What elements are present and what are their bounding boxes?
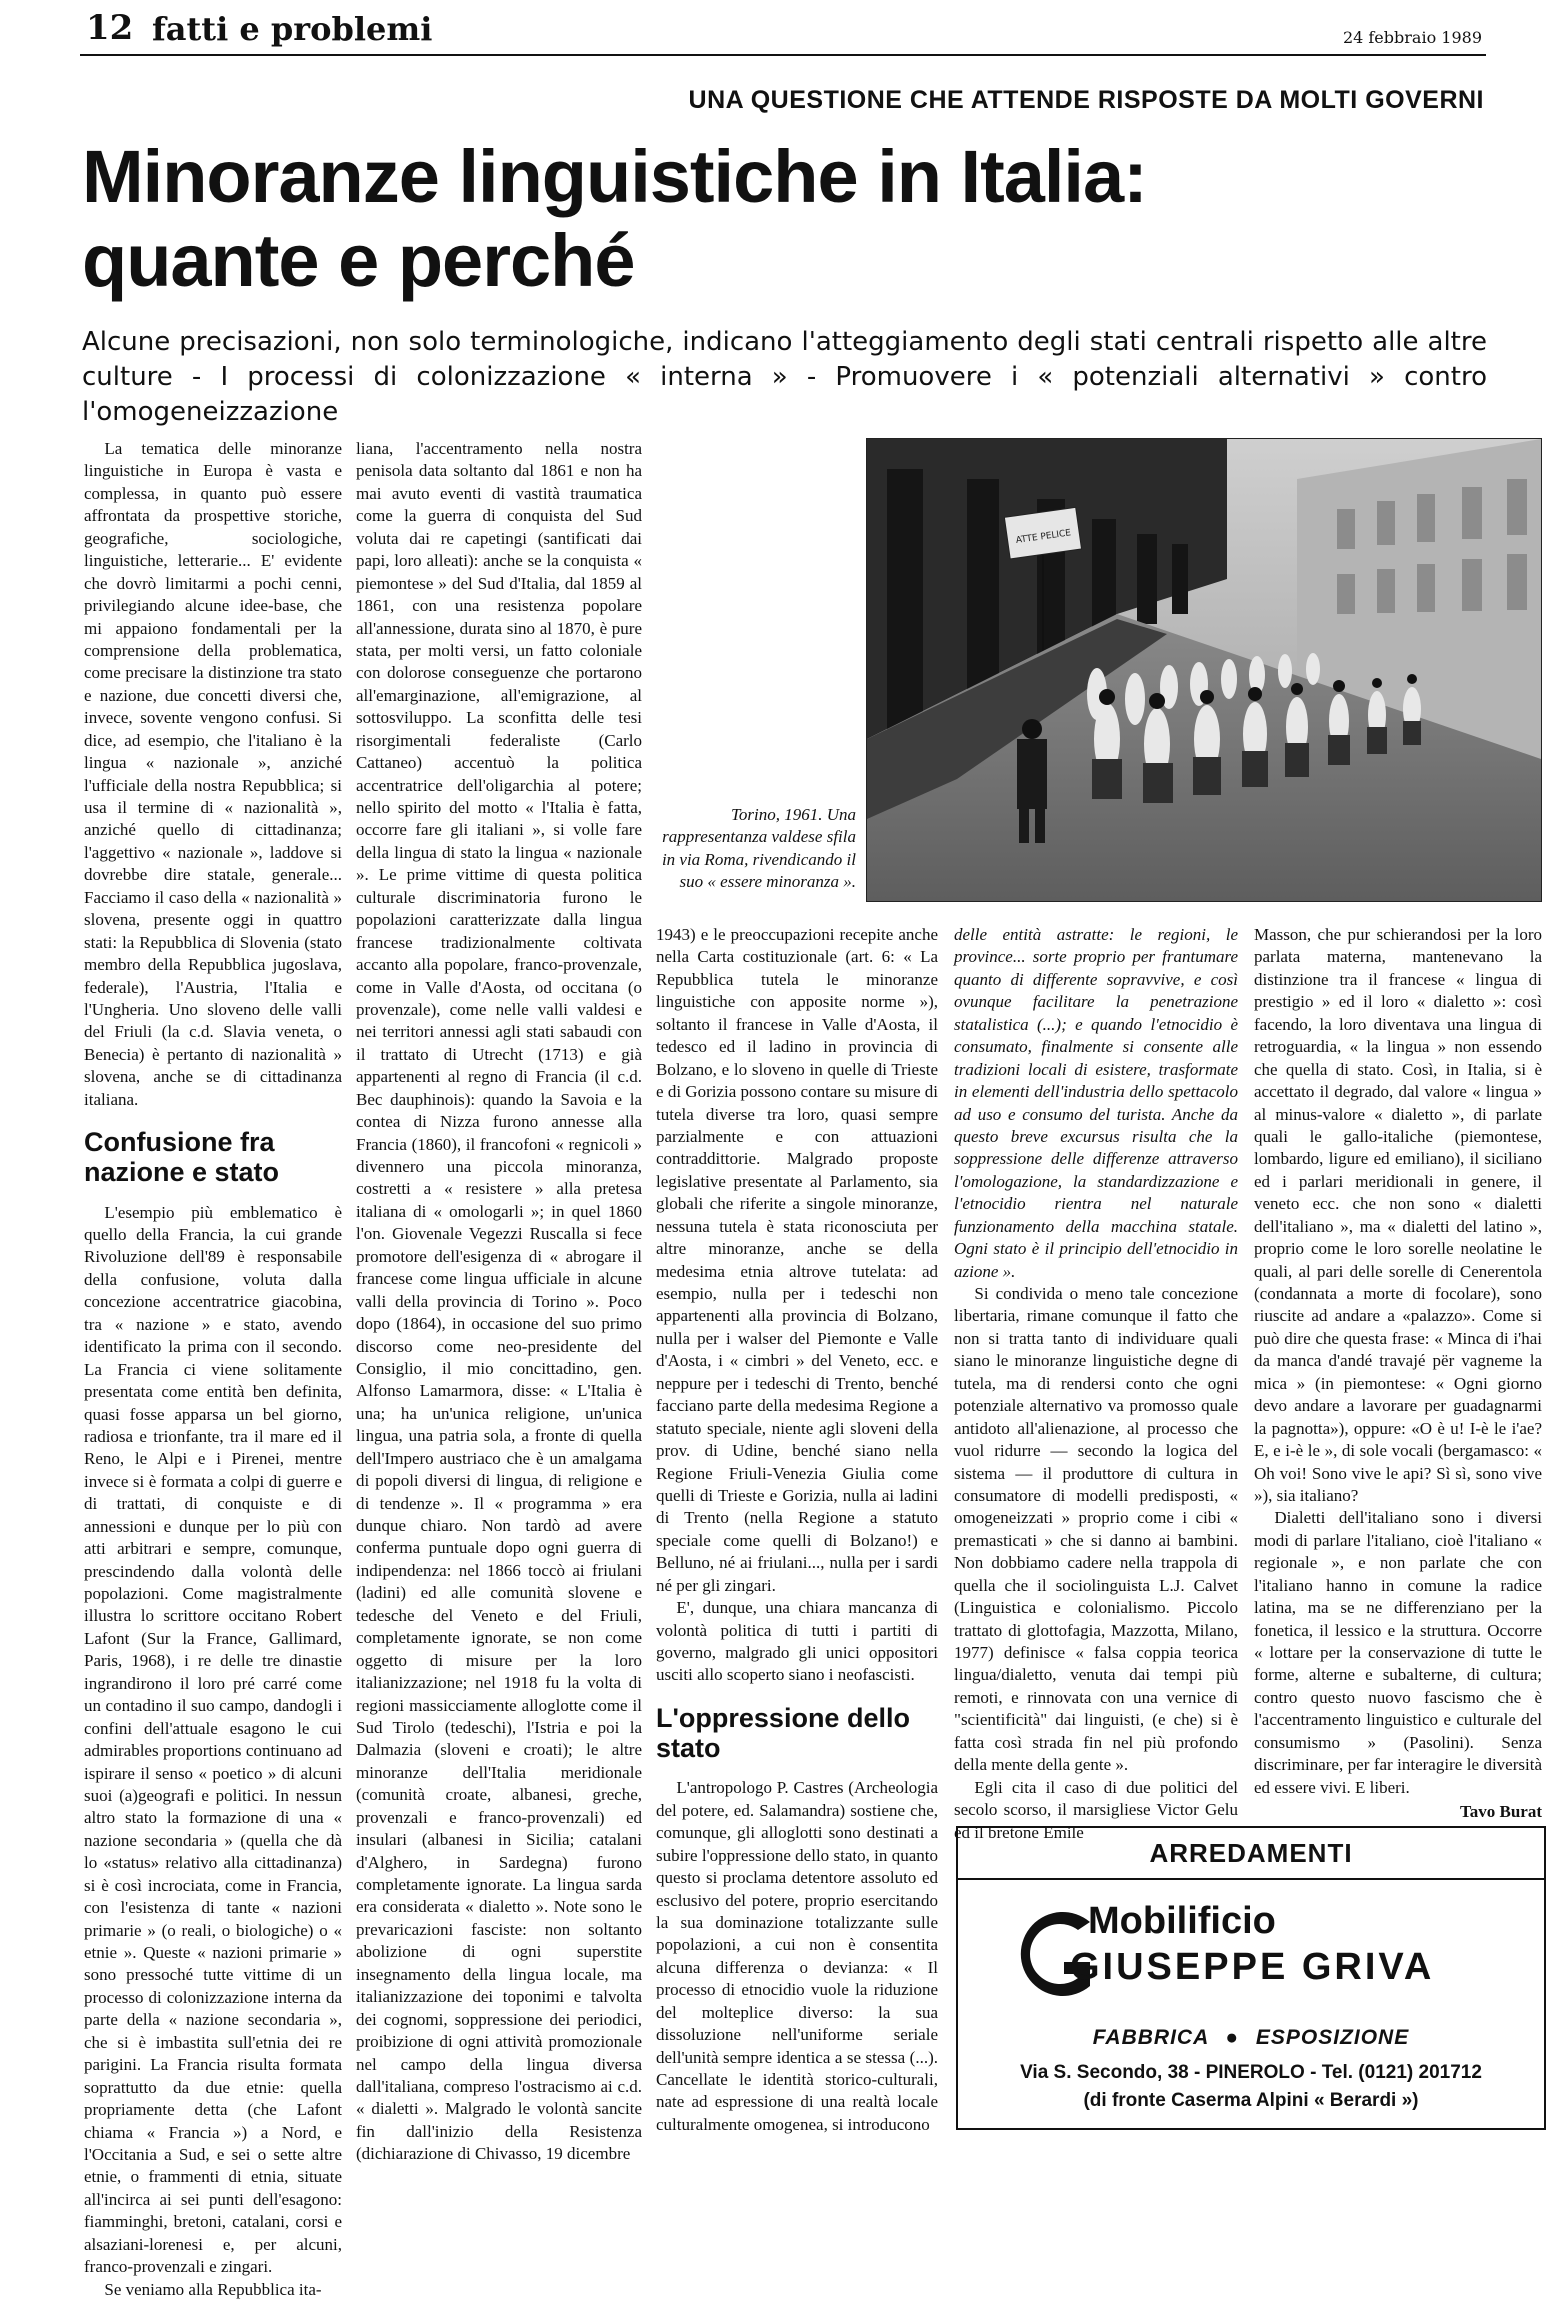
author-byline: Tavo Burat — [1459, 1802, 1542, 1822]
paragraph: L'esempio più emblematico è quello della Francia, la cui grande Rivoluzione dell'89 è responsabile della confusione, voluta dalla concezione accentratrice giacobina, tra « nazione » e stato, avendo identificato la prima con il secondo. La Francia ci viene solitamente presentata come entità ben definita, quasi fosse apparsa un bel giorno, radiosa e trionfante, tra il mare ed il Reno, le Alpi e i Pirenei, mentre invece si è formata a colpi di guerre e di trattati, di conquiste e di annessioni e dunque per lo più con atti arbitrari e sempre, comunque, prescindendo dalla volontà delle popolazioni. Come magistralmente illustra lo scrittore occitano Robert Lafont (Sur la France, Gallimard, Paris, 1968), i re delle tre dinastie ingrandirono il loro pré carré come un contadino il suo campo, dandogli i confini dell'attuale esagono le cui admirables proportions continuano ad ispirare il senso « poetico » di alcuni suoi (a)geografi e politici. In nessun altro stato la formazione di una « nazione secondaria » (quella che dà lo «status» relativo alla cittadinanza) si è così incrociata, come in Francia, con l'esistenza di tante « nazioni primarie » (o reali, o biologiche) o « etnie ». Queste « nazioni primarie » sono pressoché tutte vittime di un processo di colonizzazione interna da parte della « nazione secondaria », che si è imbastita sull'etnia dei re parigini. La Francia risulta formata soprattutto da due etnie: quella propriamente detta (che Lafont chiama « Francia ») a Nord, e l'Occitania a Sud, e sei o sette altre etnie, o frammenti di etnia, situate all'incirca ai sei punti dell'esagono: fiamminghi, bretoni, catalani, corsi e alsaziani-lorenesi e, per alcuni, franco-provenzali e zingari. — [84, 1202, 342, 2277]
paragraph: 1943) e le preoccupazioni recepite anche nella Carta costituzionale (art. 6: « La Repubblica tutela le minoranze linguistiche con apposite norme »), soltanto il francese in Valle d'Aosta, il tedesco ed il ladino in provincia di Bolzano, e lo sloveno in quelle di Trieste e di Gorizia possono contare su misure di tutela diverse tra loro, quasi sempre parzialmente e con attuazioni contraddittorie. Malgrado proposte legislative presentate al Parlamento, sia globali che riferite a singole minoranze, nessuna tutela è stata riconosciuta per altre minoranze, anche se della medesima etnia altrove tutelata: ad esempio, nulla per i tedeschi non appartenenti alla provincia di Bolzano, nulla per i walser del Piemonte e Valle d'Aosta, i « cimbri » del Veneto, ecc. e neppure per i tedeschi di Trento, benché facciano parte della medesima Regione a statuto speciale, niente agli sloveni della prov. di Udine, benché siano nella Regione Friuli-Venezia Giulia come quelli di Trieste e Gorizia, nulla ai ladini di Trento (nella Regione a statuto speciale come quelli di Bolzano!) e Belluno, né ai friulani..., nulla per i sardi né per gli zingari. — [656, 925, 938, 1595]
ad-brand-line-1: Mobilificio — [1088, 1900, 1276, 1942]
paragraph: Masson, che pur schierandosi per la loro parlata materna, mantenevano la distinzione tra il francese « lingua di prestigio » ed il loro « dialetto »: così facendo, la loro diventava una lingua di retroguardia, « la lingua » non essendo che quella di stato. Così, in Italia, si è accettato il degrado, dal valore « lingua » al minus-valore « dialetto », di parlate quali le gallo-italiche (piemontese, lombardo, ligure ed emiliano), il siciliano ed i parlari meridionali in genere, il veneto ecc. che non sono « dialetti dell'italiano », ma « dialetti del latino », proprio come le loro sorelle neolatine le quali, al pari delle sorelle di Cenerentola (condannata a morte di focolare), sono riuscite ad andare a «palazzo». Come si può dire che questa frase: « Minca di i'hai da manca d'andé travajé për vagneme la mica » (in piemontese: « Ogni giorno devo andare a lavorare per guadagnarmi la pagnotta»), oppure: «O è u! I-è le i'ae? E, e i-è le », di sole vocali (bergamasco: « Oh voi! Sono vive le api? Sì sì, sono vive »), sia italiano? — [1254, 925, 1542, 1505]
article-column-5 — [1254, 924, 1542, 1822]
section-title: fatti e problemi — [152, 10, 433, 48]
issue-date: 24 febbraio 1989 — [1342, 28, 1482, 47]
header-rule — [80, 54, 1486, 56]
headline-line-1: Minoranze linguistiche in Italia: — [82, 135, 1147, 218]
ad-tagline — [958, 2026, 1544, 2050]
ad-address-note: (di fronte Caserma Alpini « Berardi ») — [1083, 2090, 1419, 2111]
ad-divider — [958, 1878, 1544, 1880]
paragraph: Si condivida o meno tale concezione libertaria, rimane comunque il fatto che non si tratta tanto di individuare quali siano le minoranze linguistiche degne di tutela, ma di rendersi conto che ogni potenziale alternativo va promosso quale antidoto all'alienazione, al processo che vuol ridurre — secondo la logica del sistema — il produttore di cultura in consumatore di modelli predisposti, « omogeneizzati » proprio come i cibi « premasticati » che si danno ai bambini. Non dobbiamo cadere nella trappola di quella che il sociolinguista L.J. Calvet (Linguistica e colonialismo. Piccolo trattato di glottofagia, Mazzotta, Milano, 1977) definisce « falsa coppia teorica lingua/dialetto, venuta dai tempi più remoti, e rinnovata con una vernice di "scientificità" dai linguisti, (e che) si è fatta così strada fin nel più profondo della mente della gente ». — [954, 1284, 1238, 1775]
article-column-4 — [954, 924, 1238, 1842]
paragraph: Egli cita il caso di due politici del secolo scorso, il marsigliese Victor Gelu ed il bretone Emile — [954, 1777, 1238, 1842]
paragraph: E', dunque, una chiara mancanza di volontà politica di tutti i partiti di governo, malgrado gli unici oppositori usciti allo scoperto siano i neofascisti. — [656, 1598, 938, 1685]
subheading-oppressione: L'oppressione dello stato — [656, 1702, 910, 1764]
ad-tagline-left: FABBRICA — [1092, 2026, 1209, 2049]
ad-address: Via S. Secondo, 38 - PINEROLO - Tel. (0121) 201712 — [1020, 2062, 1482, 2083]
bullet-icon: ● — [1225, 2026, 1240, 2049]
article-column-3 — [656, 924, 938, 2172]
paragraph: delle entità astratte: le regioni, le province... sorte proprio per frantumare quanto di differente sopravvive, e così ovunque facilitare la penetrazione statalistica (...); e quando l'etnocidio è consumato, finalmente si consente alle tradizioni locali di esistere, trasformate in elementi dell'industria dello spettacolo ad uso e consumo del turista. Anche da questo breve excursus risulta che la soppressione delle differenze attraverso l'omologazione, la standardizzazione e l'etnocidio rientra nel naturale funzionamento della macchina statale. Ogni stato è il principio dell'etnocidio in azione ». — [954, 925, 1238, 1281]
paragraph: Dialetti dell'italiano sono i diversi modi di parlare l'italiano, cioè l'italiano « regionale », e non parlate che con l'italiano hanno in comune la radice latina, ma se ne differenziano per la fonetica, il lessico e la struttura. Occorre « lottare per la conservazione di tutte le forme, alterne e subalterne, di cultura; contro questo nuovo fascismo che è l'accentramento linguistico e culturale del consumismo » (Pasolini). Senza discriminare, per far interagire le diversità ed essere vivi. E liberi. — [1254, 1508, 1542, 1797]
paragraph: Se veniamo alla Repubblica ita- — [104, 2279, 322, 2299]
advertisement-box — [956, 1826, 1546, 2130]
photo-image — [867, 439, 1541, 901]
article-kicker: UNA QUESTIONE CHE ATTENDE RISPOSTE DA MOLTI GOVERNI — [688, 86, 1484, 114]
paragraph: L'antropologo P. Castres (Archeologia del potere, ed. Salamandra) sostiene che, comunque, gli alloglotti sono destinati a subire l'oppressione dello stato, in quanto questo si proclama detentore assoluto ed esclusivo del potere, proprio esercitando la sua dominazione totalizzante sulle popolazioni, a cui non è consentita alcuna differenza o devianza: « Il processo di etnocidio vuole la riduzione del molteplice diverso: la sua dissoluzione nell'uniforme seriale dell'unità sempre identica a se stessa (...). Cancellate le identità storico-culturali, nate ad espressione di una realtà locale culturalmente omogenea, si introducono — [656, 1778, 938, 2134]
headline-line-2: quante e perché — [82, 219, 635, 303]
ad-tagline-right: ESPOSIZIONE — [1255, 2026, 1410, 2049]
ad-title: ARREDAMENTI — [1149, 1838, 1353, 1868]
page-number: 12 — [86, 8, 134, 48]
article-column-1 — [84, 438, 342, 2299]
article-column-2 — [356, 438, 642, 2172]
paragraph: liana, l'accentramento nella nostra penisola data soltanto dal 1861 e non ha mai avuto eventi di vastità traumatica come la guerra di conquista del Sud voluta dai re capetingi (santificati dai papi, loro alleati): anche se la conquista « piemontese » del Sud d'Italia, dal 1859 al 1861, con una resistenza popolare all'annessione, durata sino al 1870, è pure stata, per molti versi, un fatto coloniale con dolorose conseguenze che portarono all'emarginazione, all'emigrazione, al sottosviluppo. La sconfitta delle tesi risorgimentali federaliste (Carlo Cattaneo) accentuò la politica accentratrice dell'oligarchia al potere; nello spirito del motto « l'Italia è fatta, occorre fare gli italiani », si volle fare della lingua di stato la lingua « nazionale ». Le prime vittime di questa politica culturale discriminatoria furono le popolazioni caratterizzate dalla lingua francese tradizionalmente coltivata accanto alla popolare, franco-provenzale, come in Valle d'Aosta, od occitana (o provenzale), come nelle valli valdesi e nei territori annessi agli stati sabaudi con il trattato di Utrecht (1713) e già appartenenti al regno di Francia (il c.d. Bec dauphinois): quando la Savoia e la contea di Nizza furono annesse alla Francia (1860), il francofoni « regnicoli » divennero una piccola minoranza, costretti a « resistere » alla pretesa italiana di « omologarli »; in quel 1860 l'on. Giovenale Vegezzi Ruscalla si fece promotore dell'esigenza di « abrogare il francese come lingua ufficiale in alcune valli della provincia di Torino ». Poco dopo (1864), in occasione del suo primo discorso come neo-presidente del Consiglio, il mio concittadino, gen. Alfonso Lamarmora, disse: « L'Italia è una; ha un'unica religione, un'unica lingua, una patria sola, a fronte di quella dell'Impero austriaco che è un amalgama di popoli diversi di lingua, di religione e di tendenze ». Il « programma » era dunque chiaro. Non tardò ad avere conferma puntuale dopo ogni guerra di indipendenza: nel 1866 toccò ai friulani (ladini) ed alle comunità slovene e tedesche del Veneto e del Friuli, completamente ignorate, se non come oggetto di misure per la loro italianizzazione; nel 1918 fu la volta di regioni massicciamente alloglotte come il Sud Tirolo (tedeschi), l'Istria e poi la Dalmazia (sloveni e croati); le altre minoranze dell'Italia meridionale (comunità croate, albanesi, greche, provenzali e franco-provenzali) ed insulari (albanesi in Sicilia; catalani d'Alghero, in Sardegna) furono completamente ignorate. La lingua sarda era considerata « dialetto ». Note sono le prevaricazioni fasciste: non soltanto abolizione di ogni superstite insegnamento della lingua locale, ma italianizzazione dei toponimi e talvolta dei cognomi, soppressione dei periodici, proibizione di ogni attività promozionale nel campo della lingua diversa dall'italiana, compreso l'ostracismo ai c.d. « dialetti ». Malgrado le volontà sancite fin dall'inizio della Resistenza (dichiarazione di Chivasso, 19 dicembre — [356, 439, 642, 2164]
banner-text: ATTE PELICE — [1015, 528, 1072, 546]
article-headline — [82, 135, 1482, 304]
paragraph: La tematica delle minoranze linguistiche in Europa è vasta e complessa, in quanto può essere affrontata da prospettive storiche, geografiche, sociologiche, linguistiche, letterarie... E' evidente che dovrò limitarmi a pochi cenni, privilegiando alcune idee-base, che mi appaiono fondamentali per la comprensione della problematica, come precisare la distinzione tra stato e nazione, due concetti diversi che, invece, sovente vengono confusi. Si dice, ad esempio, che l'italiano è la lingua « nazionale », anziché l'ufficiale della nostra Repubblica; si usa il termine di « nazionalità », anziché quello di cittadinanza; l'aggettivo « nazionale », laddove si dovrebbe dire statale, generale... Facciamo il caso della « nazionalità » slovena, presente oggi in quattro stati: la Repubblica di Slovenia (stato membro della Repubblica jugoslava, federale), l'Austria, l'Italia e l'Ungheria. Uno sloveno delle valli del Friuli (la c.d. Slavia veneta, o Benecia) è pertanto di nazionalità » slovena, anche se di cittadinanza italiana. — [84, 439, 342, 1109]
photo-parade-via-roma — [866, 438, 1542, 902]
photo-caption: Torino, 1961. Una rappresentanza valdese sfila in via Roma, rivendicando il suo « essere minoranza ». — [661, 805, 856, 892]
subheading-confusione: Confusione fra nazione e stato — [84, 1127, 280, 1188]
ad-brand-line-2: GIUSEPPE GRIVA — [1070, 1946, 1435, 1988]
article-subhead: Alcune precisazioni, non solo terminologiche, indicano l'atteggiamento degli stati centrali rispetto alle altre culture - I processi di colonizzazione « interna » - Promuovere i « potenziali alternativi » contro l'omogeneizzazione — [82, 327, 1487, 427]
